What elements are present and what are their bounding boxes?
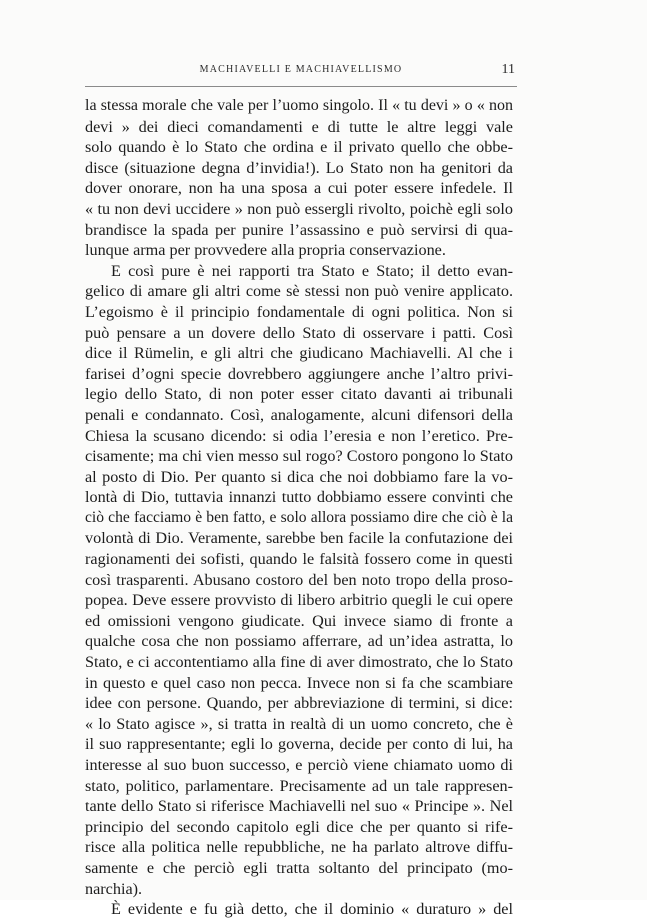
text-line: « lo Stato agisce », si tratta in realtà di un uomo concreto, che è bbox=[85, 714, 513, 733]
text-line: farisei d’ogni specie dovrebbero aggiungere anche l’altro privi- bbox=[85, 364, 513, 383]
text-line: risce alla politica nelle repubbliche, ne ha parlato altrove diffu- bbox=[85, 838, 513, 857]
page-number: 11 bbox=[501, 62, 515, 77]
text-line: legio dello Stato, di non poter esser citato davanti ai tribunali bbox=[85, 385, 513, 404]
text-line: samente e che perciò egli tratta soltanto del principato (mo- bbox=[85, 858, 513, 877]
text-line: È evidente e fu già detto, che il dominio « duraturo » del bbox=[111, 900, 513, 919]
text-line: in questo e quel caso non pecca. Invece non si fa che scambiare bbox=[85, 673, 513, 692]
text-line: tante dello Stato si riferisce Machiavelli nel suo « Principe ». Nel bbox=[85, 797, 513, 816]
text-line: disce (situazione degna d’invidia!). Lo Stato non ha genitori da bbox=[85, 158, 513, 177]
text-line: devi » dei dieci comandamenti e di tutte le altre leggi vale bbox=[85, 117, 513, 136]
text-line: idee con persone. Quando, per abbreviazione di termini, si dice: bbox=[85, 694, 513, 713]
running-head bbox=[85, 64, 517, 80]
text-line: interesse al suo buon successo, e perciò viene chiamato uomo di bbox=[85, 756, 513, 774]
text-line: può pensare a un dovere dello Stato di osservare i patti. Così bbox=[85, 323, 513, 342]
text-line: « tu non devi uccidere » non può essergli rivolto, poichè egli solo bbox=[85, 199, 513, 218]
text-line: qualche cosa che non possiamo afferrare, ad un’idea astratta, lo bbox=[85, 632, 513, 651]
text-line: principio del secondo capitolo egli dice che per quanto si rife- bbox=[85, 817, 513, 836]
text-line: E così pure è nei rapporti tra Stato e Stato; il detto evan- bbox=[111, 261, 513, 280]
text-line: ciò che facciamo è ben fatto, e solo allora possiamo dire che ciò è la bbox=[85, 508, 513, 526]
text-line: Stato, e ci accontentiamo alla fine di aver dimostrato, che lo Stato bbox=[85, 653, 513, 672]
text-line: così trasparenti. Abusano costoro del ben noto tropo della proso- bbox=[85, 570, 513, 589]
text-line: il suo rappresentante; egli lo governa, decide per conto di lui, ha bbox=[85, 735, 513, 754]
text-line: volontà di Dio. Veramente, sarebbe ben facile la confutazione dei bbox=[85, 529, 513, 548]
text-line: al posto di Dio. Per quanto si dica che noi dobbiamo fare la vo- bbox=[85, 467, 513, 486]
text-line: stato, politico, parlamentare. Precisamente ad un tale rappresen- bbox=[85, 776, 513, 795]
text-line: narchia). bbox=[85, 879, 143, 898]
text-line: penali e condannato. Così, analogamente, alcuni difensori della bbox=[85, 405, 513, 424]
text-line: solo quando è lo Stato che ordina e il privato quello che obbe- bbox=[85, 138, 513, 157]
text-line: dice il Rümelin, e gli altri che giudicano Machiavelli. Al che i bbox=[85, 344, 513, 363]
text-line: ragionamenti dei sofisti, quando le falsità fossero come in questi bbox=[85, 550, 513, 569]
text-line: lunque arma per provvedere alla propria conservazione. bbox=[85, 241, 446, 260]
text-line: ed omissioni vengono giudicate. Qui invece siamo di fronte a bbox=[85, 611, 513, 630]
text-line: cisamente; ma chi vien messo sul rogo? Costoro pongono lo Stato bbox=[85, 447, 513, 466]
text-line: la stessa morale che vale per l’uomo singolo. Il « tu devi » o « non bbox=[85, 97, 513, 114]
text-line: lontà di Dio, tuttavia innanzi tutto dobbiamo essere convinti che bbox=[85, 488, 513, 507]
body-text bbox=[85, 96, 513, 920]
text-line: gelico di amare gli altri come sè stessi non può venire applicato. bbox=[85, 282, 513, 301]
text-line: Chiesa la scusano dicendo: si odia l’eresia e non l’eretico. Pre- bbox=[85, 426, 513, 445]
text-line: brandisce la spada per punire l’assassino e può servirsi di qua- bbox=[85, 220, 513, 239]
text-line: dover onorare, non ha una sposa a cui poter essere infedele. Il bbox=[85, 179, 513, 198]
text-line: popea. Deve essere provvisto di libero arbitrio quegli le cui opere bbox=[85, 591, 513, 610]
header-rule bbox=[85, 86, 517, 87]
running-title: MACHIAVELLI E MACHIAVELLISMO bbox=[199, 64, 403, 75]
text-line: L’egoismo è il principio fondamentale di ogni politica. Non si bbox=[85, 302, 513, 321]
